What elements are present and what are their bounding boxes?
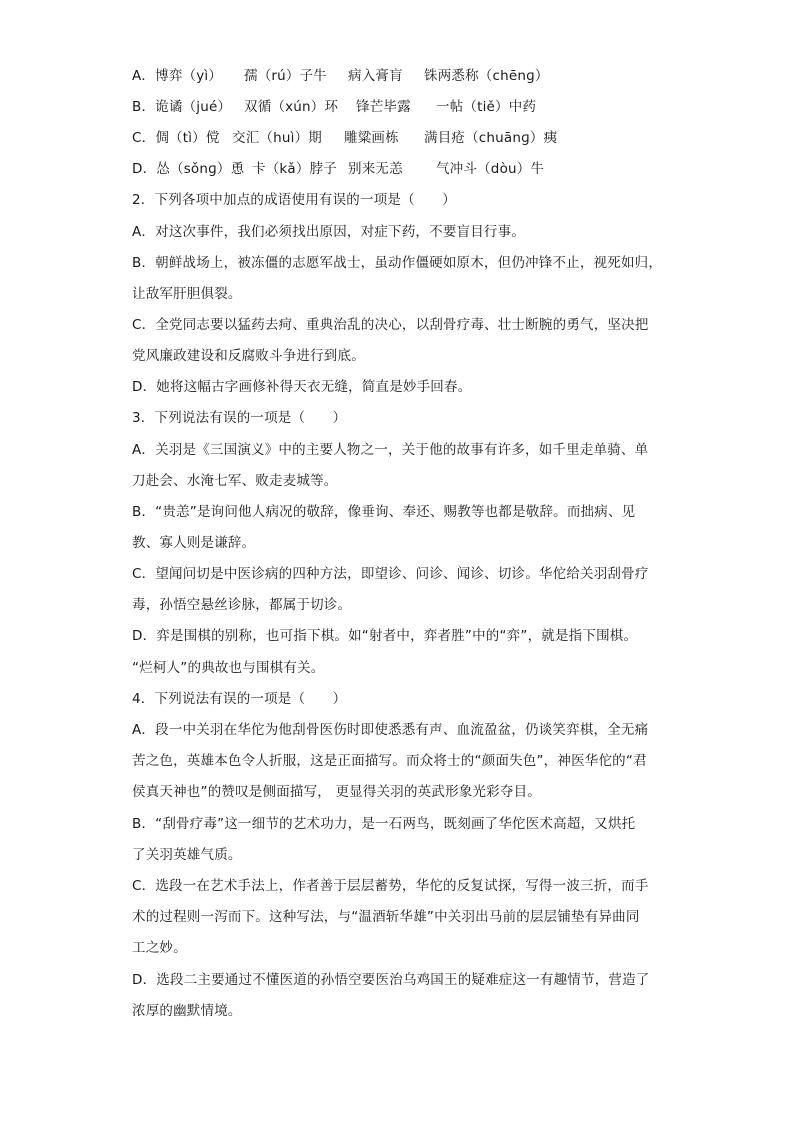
q4-option-b-cont: 了关羽英雄气质。: [132, 847, 242, 863]
q3-option-c-cont: 毒，孙悟空悬丝诊脉，都属于切诊。: [132, 597, 352, 613]
option-part: C．倜（tì）傥: [132, 130, 220, 146]
option-part: 卡（kǎ）脖子: [252, 161, 337, 177]
q4-option-c: C．选段一在艺术手法上，作者善于层层蓄势，华佗的反复试探，写得一波三折，而手: [132, 878, 649, 894]
q2-option-b-cont: 让敌军肝胆俱裂。: [132, 286, 242, 302]
q1-option-a: [132, 66, 672, 86]
q2-option-a: A．对这次事件，我们必须找出原因，对症下药，不要盲目行事。: [132, 224, 526, 240]
option-part: 病入膏肓: [348, 68, 403, 84]
option-part: B．诡谲（jué）: [132, 99, 232, 115]
q3-option-d-cont: “烂柯人”的典故也与围棋有关。: [132, 660, 325, 676]
q4-option-a: A．段一中关羽在华佗为他刮骨医伤时即使悉悉有声、血流盈盆，仍谈笑弈棋，全无痛: [132, 722, 649, 738]
q4-option-a-cont: 侯真天神也”的赞叹是侧面描写， 更显得关羽的英武形象光彩夺目。: [132, 784, 541, 800]
option-part: 锋芒毕露: [356, 99, 411, 115]
q4-option-d-cont: 浓厚的幽默情境。: [132, 1003, 242, 1019]
q2-option-c: C．全党同志要以猛药去疴、重典治乱的决心，以刮骨疗毒、壮士断腕的勇气，坚决把: [132, 317, 649, 333]
q4-option-d: D．选段二主要通过不懂医道的孙悟空要医治乌鸡国王的疑难症这一有趣情节，营造了: [132, 972, 650, 988]
q4-option-c-cont: 工之妙。: [132, 940, 187, 956]
q3-option-b-cont: 教、寡人则是谦辞。: [132, 535, 256, 551]
q1-option-c: [132, 128, 672, 148]
q4-stem: 4．下列说法有误的一项是（ ）: [132, 691, 347, 707]
q3-option-d: D．弈是围棋的别称，也可指下棋。如“射者中，弈者胜”中的“弈”，就是指下围棋。: [132, 628, 638, 644]
q1-option-d: [132, 159, 672, 179]
q1-option-b: [132, 97, 672, 117]
option-part: D．怂（sǒnɡ）恿: [132, 161, 245, 177]
option-part: 孺（rú）子牛: [244, 68, 328, 84]
q3-option-a-cont: 刀赴会、水淹七军、败走麦城等。: [132, 473, 338, 489]
q4-option-a-cont: 苦之色，英雄本色令人折服，这是正面描写。而众将士的“颜面失色”，神医华佗的“君: [132, 753, 647, 769]
q2-stem: 2．下列各项中加点的成语使用有误的一项是（ ）: [132, 192, 456, 208]
option-part: 一帖（tiě）中药: [436, 99, 537, 115]
option-part: A．博弈（yì）: [132, 68, 223, 84]
option-part: 雕粱画栋: [344, 130, 399, 146]
q2-option-b: B．朝鲜战场上，被冻僵的志愿军战士，虽动作僵硬如原木，但仍冲锋不止，视死如归，: [132, 255, 663, 271]
option-part: 交汇（huì）期: [232, 130, 322, 146]
q3-stem: 3．下列说法有误的一项是（ ）: [132, 410, 347, 426]
q2-option-c-cont: 党风廉政建设和反腐败斗争进行到底。: [132, 348, 365, 364]
option-part: 满目疮（chuānɡ）痍: [424, 130, 558, 146]
q3-option-c: C．望闻问切是中医诊病的四种方法，即望诊、问诊、闻诊、切诊。华佗给关羽刮骨疗: [132, 566, 649, 582]
q2-option-d: D．她将这幅古字画修补得天衣无缝，简直是妙手回春。: [132, 379, 472, 395]
q4-option-b: B．“刮骨疗毒”这一细节的艺术功力，是一石两鸟，既刻画了华佗医术高超，又烘托: [132, 816, 636, 832]
q4-option-c-cont: 术的过程则一泻而下。这种写法，与“温酒斩华雄”中关羽出马前的层层铺垫有异曲同: [132, 909, 640, 925]
q3-option-a: A．关羽是《三国演义》中的主要人物之一，关于他的故事有许多，如千里走单骑、单: [132, 442, 649, 458]
option-part: 气冲斗（dòu）牛: [436, 161, 545, 177]
option-part: 铢两悉称（chēnɡ）: [424, 68, 549, 84]
q3-option-b: B．“贵恙”是询问他人病况的敬辞，像垂询、奉还、赐教等也都是敬辞。而拙病、见: [132, 504, 636, 520]
option-part: 双循（xún）环: [244, 99, 339, 115]
option-part: 别来无恙: [348, 161, 403, 177]
